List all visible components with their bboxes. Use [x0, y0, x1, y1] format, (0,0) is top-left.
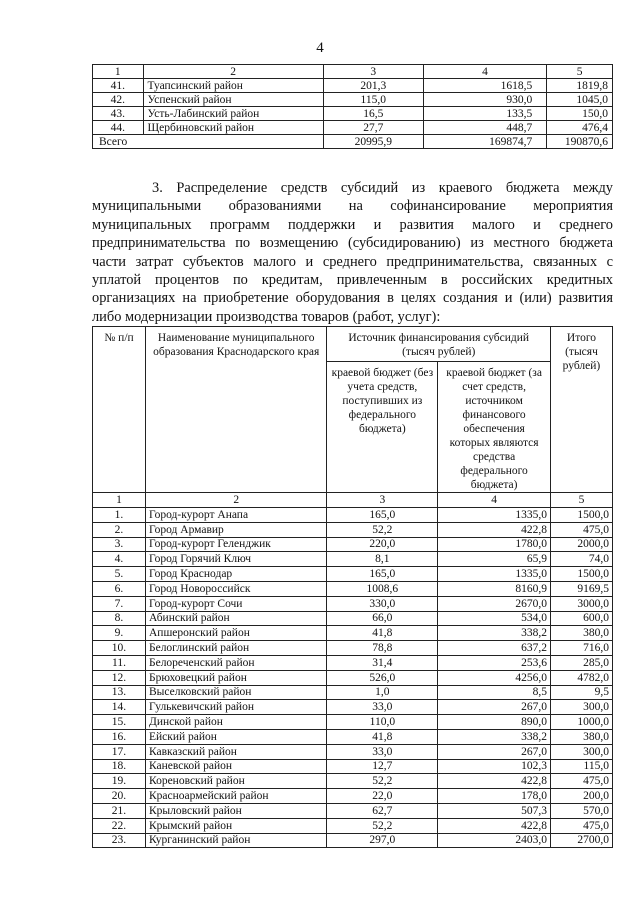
- federal-funded-value: 133,5: [423, 107, 546, 121]
- regional-budget-value: 330,0: [327, 596, 438, 611]
- municipality-name: Кавказский район: [145, 744, 326, 759]
- federal-funded-value: 507,3: [438, 803, 551, 818]
- federal-funded-value: 4256,0: [438, 670, 551, 685]
- total-value: 200,0: [550, 789, 612, 804]
- total-value: 300,0: [550, 744, 612, 759]
- total-row: [93, 135, 613, 149]
- regional-budget-value: 78,8: [327, 641, 438, 656]
- regional-budget-value: 110,0: [327, 715, 438, 730]
- municipality-name: Апшеронский район: [145, 626, 326, 641]
- regional-budget-value: 165,0: [327, 508, 438, 523]
- column-index: 3: [327, 493, 438, 508]
- total-value: 1045,0: [547, 93, 613, 107]
- row-number: 11.: [93, 655, 146, 670]
- municipality-name: Усть-Лабинский район: [143, 107, 323, 121]
- federal-funded-value: 1780,0: [438, 537, 551, 552]
- municipality-name: Красноармейский район: [145, 789, 326, 804]
- column-index: 5: [547, 65, 613, 79]
- row-number: 13.: [93, 685, 146, 700]
- municipality-name: Туапсинский район: [143, 79, 323, 93]
- total-value: 1819,8: [547, 79, 613, 93]
- continuation-table: [92, 64, 613, 149]
- municipality-name: Абинский район: [145, 611, 326, 626]
- regional-budget-value: 52,2: [327, 818, 438, 833]
- regional-budget-value: 201,3: [323, 79, 423, 93]
- total-value: 1500,0: [550, 508, 612, 523]
- table-row: [93, 818, 613, 833]
- total-value: 475,0: [550, 818, 612, 833]
- federal-funded-value: 2403,0: [438, 833, 551, 848]
- total-value: 9,5: [550, 685, 612, 700]
- municipality-name: Белоглинский район: [145, 641, 326, 656]
- row-number: 4.: [93, 552, 146, 567]
- regional-budget-value: 297,0: [327, 833, 438, 848]
- municipality-name: Город Новороссийск: [145, 581, 326, 596]
- row-number: 8.: [93, 611, 146, 626]
- municipality-name: Каневской район: [145, 759, 326, 774]
- row-number: 19.: [93, 774, 146, 789]
- row-number: 2.: [93, 522, 146, 537]
- table-row: [93, 744, 613, 759]
- municipality-name: Кореновский район: [145, 774, 326, 789]
- table-row: [93, 715, 613, 730]
- regional-budget-value: 52,2: [327, 522, 438, 537]
- federal-funded-value: 448,7: [423, 121, 546, 135]
- municipality-name: Динской район: [145, 715, 326, 730]
- column-index: 2: [143, 65, 323, 79]
- federal-funded-value: 2670,0: [438, 596, 551, 611]
- table-row: [93, 552, 613, 567]
- table-row: [93, 803, 613, 818]
- federal-funded-value: 1618,5: [423, 79, 546, 93]
- municipality-name: Крыловский район: [145, 803, 326, 818]
- section-paragraph: 3. Распределение средств субсидий из краевого бюджета между муниципальными образованиями на софинансирование мероприятия муниципальных программ поддержки и развития малого и среднего предпринимательства по возмещению (субсидированию) из местного бюджета части затрат субъектов малого и среднего предпринимательства, связанных с уплатой процентов по кредитам, привлеченным в российских кредитных организациях на приобретение оборудования в целях создания и (или) развития либо модернизации производства товаров (работ, услуг):: [92, 180, 613, 325]
- column-index: 1: [93, 493, 146, 508]
- federal-funded-value: 178,0: [438, 789, 551, 804]
- federal-funded-value: 890,0: [438, 715, 551, 730]
- total-value: 74,0: [550, 552, 612, 567]
- table-row: [93, 729, 613, 744]
- regional-budget-value: 66,0: [327, 611, 438, 626]
- regional-budget-value: 220,0: [327, 537, 438, 552]
- table-row: [93, 121, 613, 135]
- regional-budget-value: 41,8: [327, 626, 438, 641]
- row-number: 18.: [93, 759, 146, 774]
- federal-funded-value: 102,3: [438, 759, 551, 774]
- total-value: 716,0: [550, 641, 612, 656]
- header-federal-funded-budget: краевой бюджет (за счет средств, источником финансового обеспечения которых являются средства федерального бюджета): [438, 362, 551, 493]
- federal-funded-value: 338,2: [438, 626, 551, 641]
- row-number: 21.: [93, 803, 146, 818]
- table-row: [93, 626, 613, 641]
- regional-budget-value: 526,0: [327, 670, 438, 685]
- row-number: 6.: [93, 581, 146, 596]
- subsidy-distribution-table: [92, 326, 613, 848]
- municipality-name: Город Краснодар: [145, 567, 326, 582]
- total-value: 150,0: [547, 107, 613, 121]
- total-value: 4782,0: [550, 670, 612, 685]
- row-number: 44.: [93, 121, 144, 135]
- column-index-row: [93, 65, 613, 79]
- table-row: [93, 79, 613, 93]
- federal-funded-value: 338,2: [438, 729, 551, 744]
- row-number: 41.: [93, 79, 144, 93]
- federal-funded-value: 534,0: [438, 611, 551, 626]
- federal-funded-value: 8160,9: [438, 581, 551, 596]
- federal-funded-value: 8,5: [438, 685, 551, 700]
- row-number: 3.: [93, 537, 146, 552]
- row-number: 12.: [93, 670, 146, 685]
- regional-budget-value: 22,0: [327, 789, 438, 804]
- total-value: 115,0: [550, 759, 612, 774]
- municipality-name: Брюховецкий район: [145, 670, 326, 685]
- regional-budget-value: 41,8: [327, 729, 438, 744]
- total-value: 3000,0: [550, 596, 612, 611]
- table-row: [93, 759, 613, 774]
- page-number: 4: [316, 40, 324, 56]
- municipality-name: Щербиновский район: [143, 121, 323, 135]
- row-number: 43.: [93, 107, 144, 121]
- municipality-name: Город Горячий Ключ: [145, 552, 326, 567]
- federal-funded-value: 253,6: [438, 655, 551, 670]
- federal-funded-value: 422,8: [438, 522, 551, 537]
- table-row: [93, 107, 613, 121]
- grand-total-value: 190870,6: [547, 135, 613, 149]
- table-row: [93, 774, 613, 789]
- total-federal-funded-value: 169874,7: [423, 135, 546, 149]
- total-value: 2700,0: [550, 833, 612, 848]
- total-value: 380,0: [550, 626, 612, 641]
- municipality-name: Успенский район: [143, 93, 323, 107]
- municipality-name: Гулькевичский район: [145, 700, 326, 715]
- total-label: Всего: [93, 135, 324, 149]
- row-number: 1.: [93, 508, 146, 523]
- total-value: 2000,0: [550, 537, 612, 552]
- federal-funded-value: 637,2: [438, 641, 551, 656]
- federal-funded-value: 65,9: [438, 552, 551, 567]
- municipality-name: Выселковский район: [145, 685, 326, 700]
- header-number: № п/п: [93, 327, 146, 493]
- header-total: Итого (тысяч рублей): [550, 327, 612, 493]
- total-value: 9169,5: [550, 581, 612, 596]
- federal-funded-value: 1335,0: [438, 508, 551, 523]
- total-regional-value: 20995,9: [323, 135, 423, 149]
- row-number: 17.: [93, 744, 146, 759]
- regional-budget-value: 115,0: [323, 93, 423, 107]
- table-row: [93, 655, 613, 670]
- column-index: 2: [145, 493, 326, 508]
- municipality-name: Белореченский район: [145, 655, 326, 670]
- municipality-name: Крымский район: [145, 818, 326, 833]
- row-number: 22.: [93, 818, 146, 833]
- table-row: [93, 537, 613, 552]
- header-municipality: Наименование муниципального образования Краснодарского края: [145, 327, 326, 493]
- row-number: 5.: [93, 567, 146, 582]
- table-row: [93, 670, 613, 685]
- regional-budget-value: 165,0: [327, 567, 438, 582]
- table-row: [93, 833, 613, 848]
- regional-budget-value: 1,0: [327, 685, 438, 700]
- table-row: [93, 611, 613, 626]
- row-number: 14.: [93, 700, 146, 715]
- federal-funded-value: 267,0: [438, 744, 551, 759]
- municipality-name: Город-курорт Сочи: [145, 596, 326, 611]
- total-value: 475,0: [550, 522, 612, 537]
- table-row: [93, 789, 613, 804]
- total-value: 300,0: [550, 700, 612, 715]
- column-index-row: [93, 493, 613, 508]
- row-number: 23.: [93, 833, 146, 848]
- table-row: [93, 685, 613, 700]
- column-index: 4: [438, 493, 551, 508]
- table-row: [93, 581, 613, 596]
- row-number: 42.: [93, 93, 144, 107]
- row-number: 7.: [93, 596, 146, 611]
- total-value: 476,4: [547, 121, 613, 135]
- regional-budget-value: 52,2: [327, 774, 438, 789]
- regional-budget-value: 33,0: [327, 700, 438, 715]
- regional-budget-value: 12,7: [327, 759, 438, 774]
- column-index: 3: [323, 65, 423, 79]
- municipality-name: Город Армавир: [145, 522, 326, 537]
- column-index: 5: [550, 493, 612, 508]
- total-value: 475,0: [550, 774, 612, 789]
- regional-budget-value: 33,0: [327, 744, 438, 759]
- regional-budget-value: 16,5: [323, 107, 423, 121]
- regional-budget-value: 62,7: [327, 803, 438, 818]
- total-value: 600,0: [550, 611, 612, 626]
- table-row: [93, 641, 613, 656]
- total-value: 285,0: [550, 655, 612, 670]
- row-number: 20.: [93, 789, 146, 804]
- header-funding-source: Источник финансирования субсидий (тысяч рублей): [327, 327, 550, 362]
- regional-budget-value: 1008,6: [327, 581, 438, 596]
- table-row: [93, 596, 613, 611]
- regional-budget-value: 27,7: [323, 121, 423, 135]
- total-value: 570,0: [550, 803, 612, 818]
- table-row: [93, 508, 613, 523]
- municipality-name: Ейский район: [145, 729, 326, 744]
- municipality-name: Город-курорт Анапа: [145, 508, 326, 523]
- federal-funded-value: 267,0: [438, 700, 551, 715]
- header-regional-budget: краевой бюджет (без учета средств, поступивших из федерального бюджета): [327, 362, 438, 493]
- header-row: [93, 327, 613, 362]
- row-number: 15.: [93, 715, 146, 730]
- federal-funded-value: 422,8: [438, 818, 551, 833]
- table-row: [93, 522, 613, 537]
- regional-budget-value: 8,1: [327, 552, 438, 567]
- column-index: 1: [93, 65, 144, 79]
- row-number: 9.: [93, 626, 146, 641]
- total-value: 380,0: [550, 729, 612, 744]
- total-value: 1500,0: [550, 567, 612, 582]
- table-row: [93, 93, 613, 107]
- municipality-name: Город-курорт Геленджик: [145, 537, 326, 552]
- federal-funded-value: 1335,0: [438, 567, 551, 582]
- column-index: 4: [423, 65, 546, 79]
- regional-budget-value: 31,4: [327, 655, 438, 670]
- table-row: [93, 700, 613, 715]
- municipality-name: Курганинский район: [145, 833, 326, 848]
- row-number: 10.: [93, 641, 146, 656]
- federal-funded-value: 422,8: [438, 774, 551, 789]
- total-value: 1000,0: [550, 715, 612, 730]
- table-row: [93, 567, 613, 582]
- row-number: 16.: [93, 729, 146, 744]
- federal-funded-value: 930,0: [423, 93, 546, 107]
